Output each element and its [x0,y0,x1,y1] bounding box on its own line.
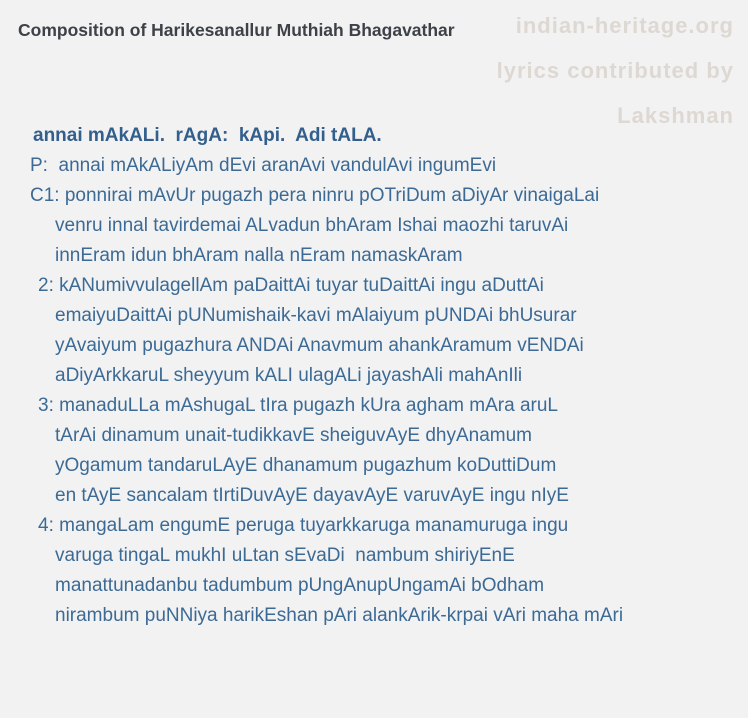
watermark-contributor-name: Lakshman [617,103,734,128]
lyric-line-caranam4-1: 4: mangaLam engumE peruga tuyarkkaruga manamuruga ingu [38,515,569,536]
song-raga-tala-heading: annai mAkALi. rAgA: kApi. Adi tALA. [33,125,382,146]
watermark-site-name: indian-heritage.org [515,13,734,38]
lyric-line-caranam2-4: aDiyArkkaruL sheyyum kALI ulagALi jayashAli mahAnIli [55,365,523,386]
lyric-line-caranam3-4: en tAyE sancalam tIrtiDuvAyE dayavAyE varuvAyE ingu nIyE [55,485,569,506]
lyric-line-caranam3-3: yOgamum tandaruLAyE dhanamum pugazhum koDuttiDum [55,455,557,476]
lyric-line-caranam1-1: C1: ponnirai mAvUr pugazh pera ninru pOTriDum aDiyAr vinaigaLai [30,185,600,206]
lyric-line-caranam1-2: venru innal tavirdemai ALvadun bhAram Ishai maozhi taruvAi [55,215,569,236]
page-title: Composition of Harikesanallur Muthiah Bhagavathar [18,20,455,40]
lyric-line-caranam3-1: 3: manaduLLa mAshugaL tIra pugazh kUra agham mAra aruL [38,395,558,416]
lyric-line-caranam4-4: nirambum puNNiya harikEshan pAri alankArik-krpai vAri maha mAri [55,605,624,626]
watermark-credit-text: lyrics contributed by [496,58,734,83]
lyric-line-caranam4-2: varuga tingaL mukhI uLtan sEvaDi nambum shiriyEnE [55,545,515,566]
lyrics-block [30,121,740,631]
lyric-line-caranam2-2: emaiyuDaittAi pUNumishaik-kavi mAlaiyum pUNDAi bhUsurar [55,305,577,326]
lyric-line-caranam1-3: innEram idun bhAram nalla nEram namaskAram [55,245,463,266]
lyric-line-caranam4-3: manattunadanbu tadumbum pUngAnupUngamAi bOdham [55,575,545,596]
lyric-line-caranam3-2: tArAi dinamum unait-tudikkavE sheiguvAyE dhyAnamum [55,425,532,446]
lyric-line-pallavi: P: annai mAkALiyAm dEvi aranAvi vandulAvi ingumEvi [30,155,497,176]
site-watermark [497,3,734,138]
lyric-line-caranam2-3: yAvaiyum pugazhura ANDAi Anavmum ahankAramum vENDAi [55,335,584,356]
lyric-line-caranam2-1: 2: kANumivvulagellAm paDaittAi tuyar tuDaittAi ingu aDuttAi [38,275,544,296]
